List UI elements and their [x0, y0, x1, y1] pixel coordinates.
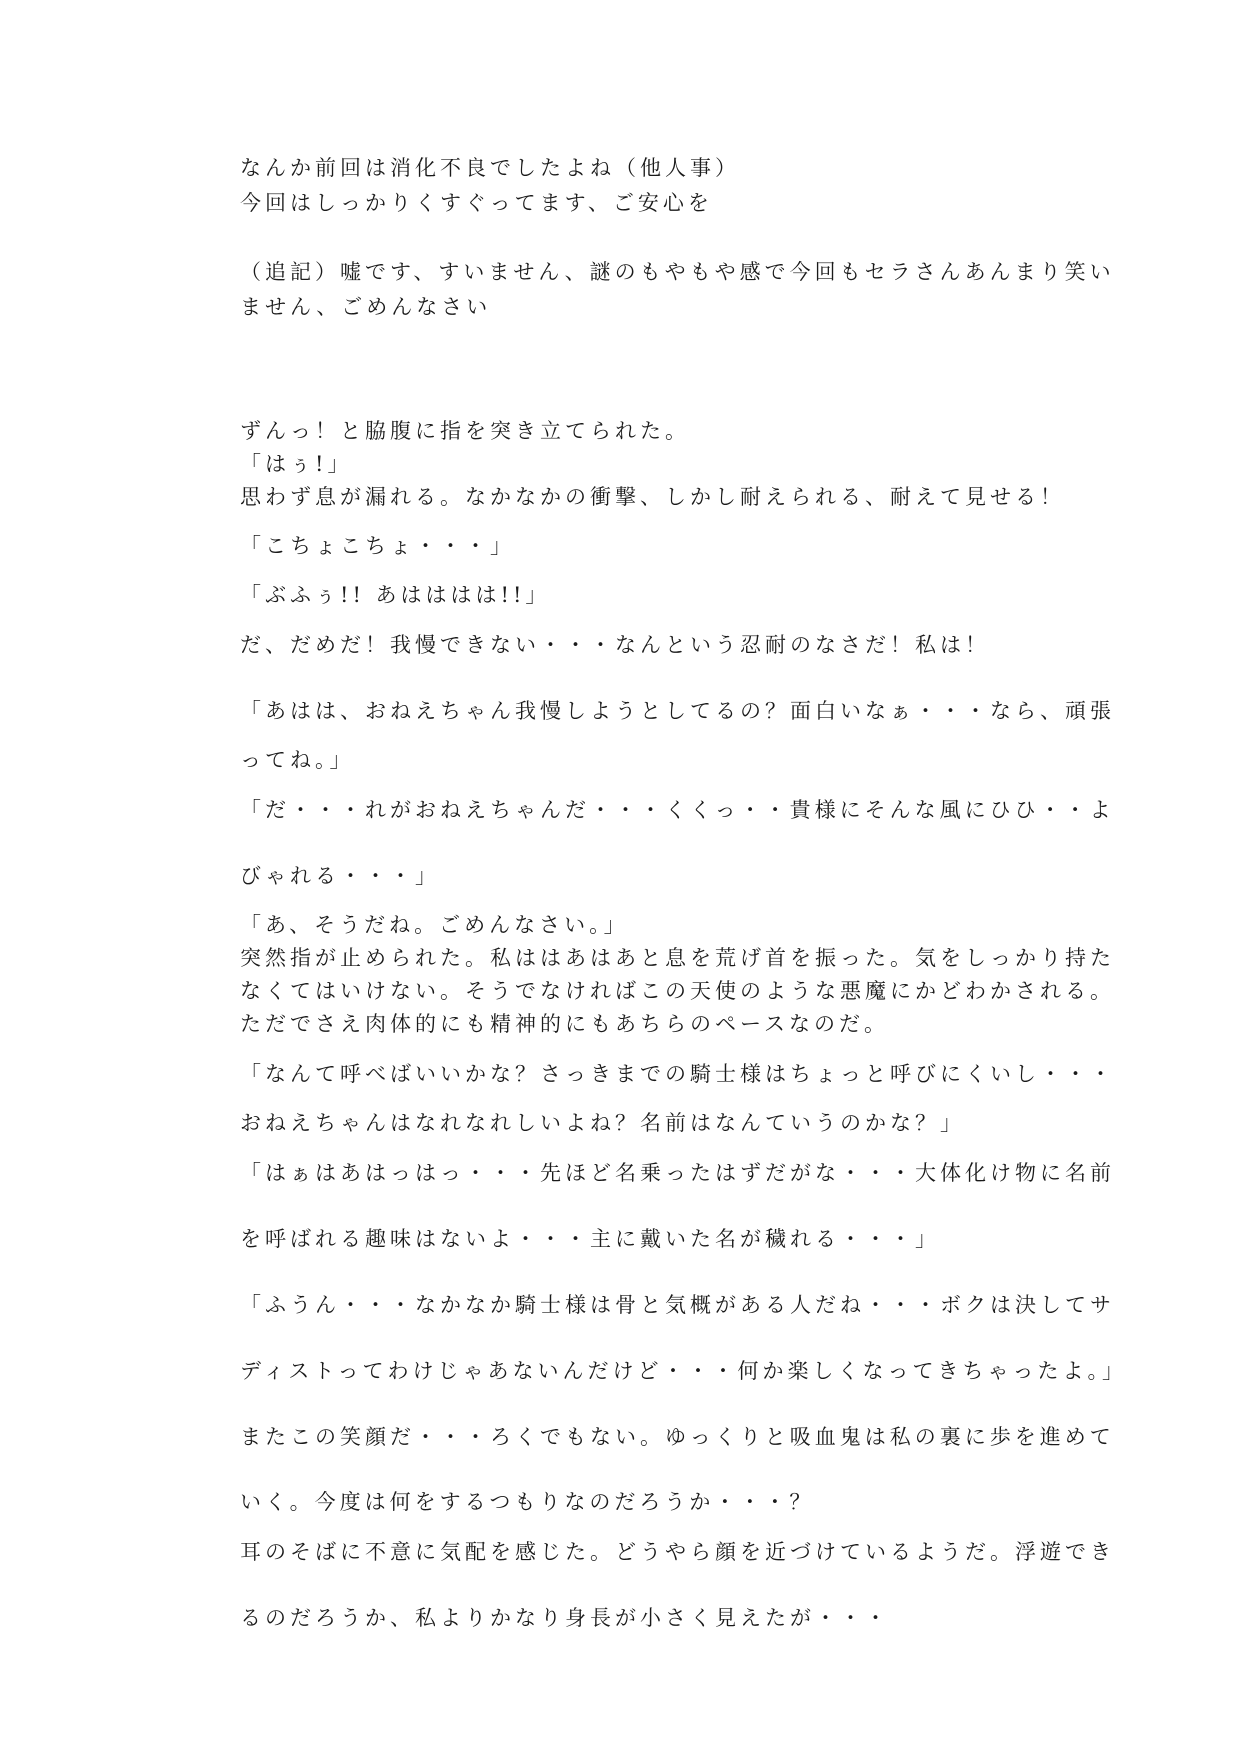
text-line: びゃれる・・・」 [240, 864, 440, 888]
text-line: 「あ、そうだね。ごめんなさい。」 [240, 913, 629, 937]
text-line: 「はぅ!」 [240, 452, 353, 476]
text-line: 耳のそばに不意に気配を感じた。どうやら顔を近づけているようだ。浮遊でき [240, 1540, 1115, 1564]
text-line: 「なんて呼べばいいかな？さっきまでの騎士様はちょっと呼びにくいし・・・ [240, 1062, 1115, 1086]
text-line: （追記）嘘です、すいません、謎のもやもや感で今回もセラさんあんまり笑い [240, 260, 1115, 284]
text-line: 「こちょこちょ・・・」 [240, 534, 515, 558]
text-line: 「ふうん・・・なかなか騎士様は骨と気概がある人だね・・・ボクは決してサ [240, 1293, 1115, 1317]
text-line: なんか前回は消化不良でしたよね（他人事） [240, 156, 740, 180]
text-line: 今回はしっかりくすぐってます、ご安心を [240, 191, 713, 215]
text-line: なくてはいけない。そうでなければこの天使のような悪魔にかどわかされる。 [240, 979, 1115, 1003]
text-line: おねえちゃんはなれなれしいよね？名前はなんていうのかな？」 [240, 1111, 965, 1135]
text-line: だ、だめだ！我慢できない・・・なんという忍耐のなさだ！私は！ [240, 633, 990, 657]
text-line: いく。今度は何をするつもりなのだろうか・・・？ [240, 1490, 815, 1514]
text-line: 「ぶふぅ!! あはははは!!」 [240, 583, 551, 607]
text-line: 「だ・・・れがおねえちゃんだ・・・くくっ・・貴様にそんな風にひひ・・よ [240, 798, 1115, 822]
text-line: 突然指が止められた。私ははあはあと息を荒げ首を振った。気をしっかり持た [240, 946, 1115, 970]
text-line: ただでさえ肉体的にも精神的にもあちらのペースなのだ。 [240, 1012, 889, 1036]
text-line: 思わず息が漏れる。なかなかの衝撃、しかし耐えられる、耐えて見せる！ [240, 485, 1065, 509]
text-line: ずんっ！と脇腹に指を突き立てられた。 [240, 419, 690, 443]
text-line: ってね。」 [240, 748, 355, 772]
text-line: またこの笑顔だ・・・ろくでもない。ゆっくりと吸血鬼は私の裏に歩を進めて [240, 1425, 1115, 1449]
text-line: るのだろうか、私よりかなり身長が小さく見えたが・・・ [240, 1606, 890, 1630]
text-line: 「はぁはあはっはっ・・・先ほど名乗ったはずだがな・・・大体化け物に名前 [240, 1161, 1115, 1185]
text-line: を呼ばれる趣味はないよ・・・主に戴いた名が穢れる・・・」 [240, 1227, 940, 1251]
text-line: ません、ごめんなさい [240, 295, 492, 319]
text-line: 「あはは、おねえちゃん我慢しようとしてるの？面白いなぁ・・・なら、頑張 [240, 699, 1115, 723]
text-line: ディストってわけじゃあないんだけど・・・何か楽しくなってきちゃったよ。」 [240, 1359, 1127, 1383]
